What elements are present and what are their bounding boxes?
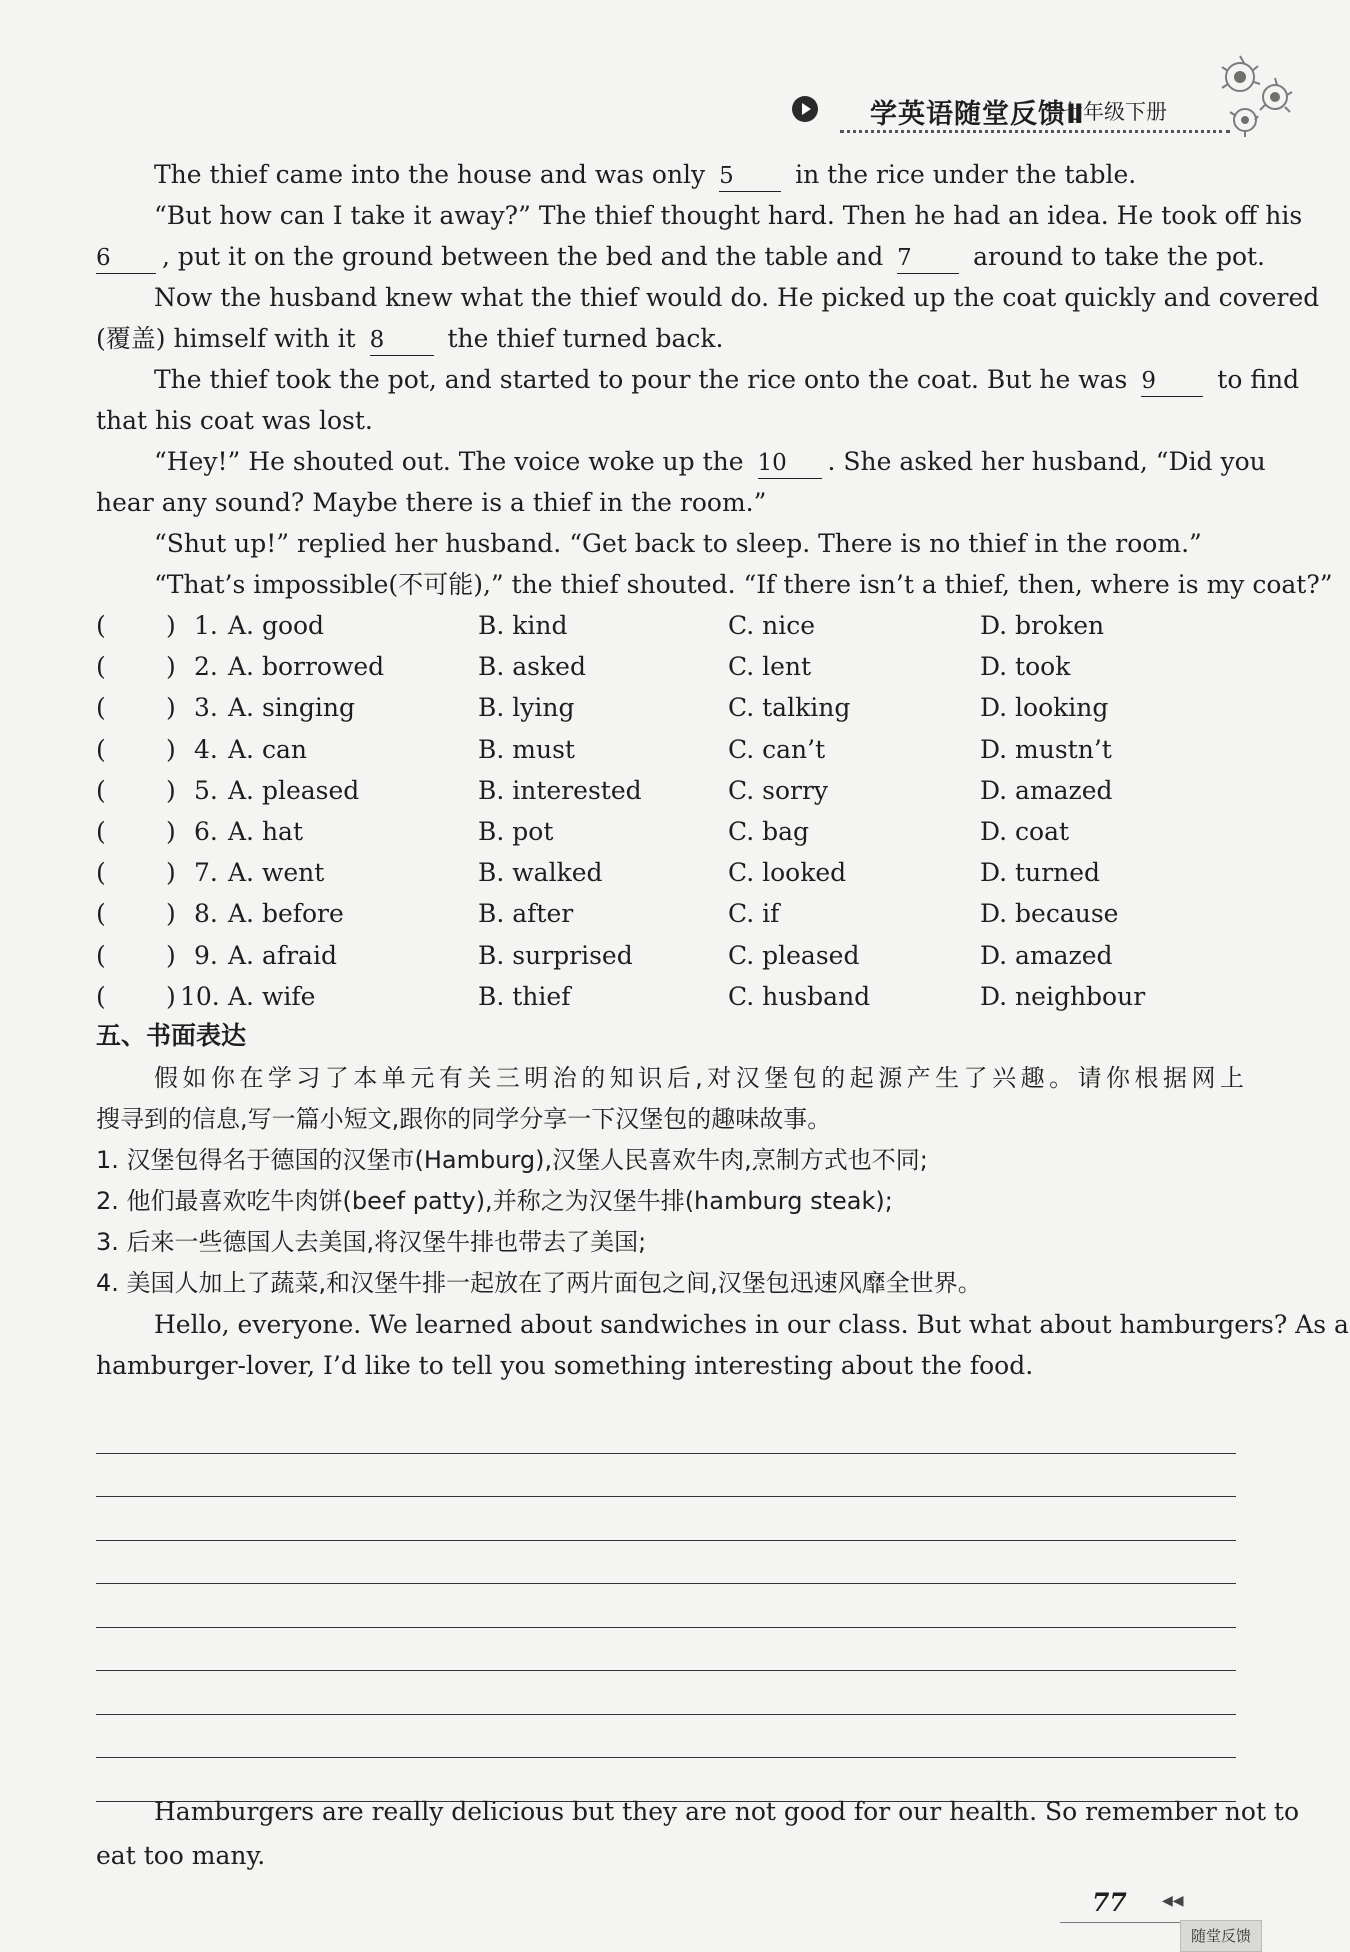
answer-paren-close: ) — [166, 858, 176, 888]
page-header — [790, 88, 1250, 134]
closing-line: Hamburgers are really delicious but they are not good for our health. So remember not to — [154, 1797, 1300, 1826]
essay-opening: Hello, everyone. We learned about sandwiches in our class. But what about hamburgers? As a — [154, 1310, 1349, 1339]
answer-paren-close: ) — [166, 734, 176, 764]
passage-line: “Shut up!” replied her husband. “Get back to sleep. There is no thief in the room.” — [154, 529, 1202, 558]
option-d[interactable]: D. amazed — [980, 775, 1113, 805]
writing-line[interactable] — [96, 1715, 1236, 1759]
answer-paren-close: ) — [166, 693, 176, 723]
answer-paren-open[interactable]: ( — [96, 775, 106, 805]
question-row — [96, 729, 1256, 770]
answer-blank-9[interactable]: 9 — [1141, 366, 1203, 397]
option-d[interactable]: D. mustn’t — [980, 734, 1112, 764]
answer-paren-open[interactable]: ( — [96, 611, 106, 640]
question-number: 9. — [194, 940, 218, 970]
option-c[interactable]: C. looked — [728, 858, 847, 888]
option-c[interactable]: C. lent — [728, 652, 812, 682]
passage-text: in the rice under the table. — [795, 160, 1137, 189]
question-number: 10. — [180, 981, 220, 1011]
question-number: 6. — [194, 816, 218, 846]
prompt-point: 3. 后来一些德国人去美国,将汉堡牛排也带去了美国; — [96, 1228, 647, 1256]
essay-closing — [96, 1790, 1300, 1878]
question-row — [96, 687, 1256, 728]
option-b[interactable]: B. walked — [478, 858, 603, 888]
question-row — [96, 935, 1256, 976]
passage-text: to find — [1217, 365, 1300, 394]
question-number: 4. — [194, 734, 218, 764]
option-a[interactable]: A. pleased — [228, 775, 360, 805]
option-b[interactable]: B. after — [478, 899, 574, 929]
passage-line — [96, 236, 1265, 277]
writing-line[interactable] — [96, 1584, 1236, 1628]
option-b[interactable]: B. surprised — [478, 940, 633, 970]
passage-text: around to take the pot. — [973, 242, 1265, 271]
option-b[interactable]: B. pot — [478, 816, 554, 846]
passage-text: (覆盖) himself with it — [96, 324, 356, 353]
question-row — [96, 646, 1256, 687]
essay-opening: hamburger-lover, I’d like to tell you something interesting about the food. — [96, 1351, 1034, 1380]
writing-line[interactable] — [96, 1497, 1236, 1541]
answer-paren-open[interactable]: ( — [96, 693, 106, 723]
answer-paren-close: ) — [166, 775, 176, 805]
option-a[interactable]: A. before — [228, 899, 344, 929]
option-d[interactable]: D. neighbour — [980, 981, 1146, 1011]
question-number: 7. — [194, 858, 218, 888]
question-row — [96, 893, 1256, 934]
question-number: 2. — [194, 652, 218, 682]
option-b[interactable]: B. must — [478, 734, 575, 764]
answer-blank-7[interactable]: 7 — [897, 243, 959, 274]
option-b[interactable]: B. kind — [478, 611, 568, 640]
passage-line — [96, 154, 1244, 195]
page-tab: 随堂反馈 — [1180, 1920, 1262, 1952]
passage-text: The thief took the pot, and started to pour the rice onto the coat. But he was — [154, 365, 1128, 394]
option-d[interactable]: D. amazed — [980, 940, 1113, 970]
option-b[interactable]: B. lying — [478, 693, 575, 723]
passage-text: “Hey!” He shouted out. The voice woke up the — [154, 447, 744, 476]
answer-paren-close: ) — [166, 981, 176, 1011]
option-d[interactable]: D. looking — [980, 693, 1109, 723]
question-row — [96, 770, 1256, 811]
play-icon — [792, 96, 818, 122]
option-c[interactable]: C. pleased — [728, 940, 860, 970]
option-b[interactable]: B. thief — [478, 981, 571, 1011]
sunflower-decoration-icon — [1200, 42, 1310, 152]
answer-paren-open[interactable]: ( — [96, 981, 106, 1011]
passage-line: that his coat was lost. — [96, 406, 373, 435]
answer-paren-open[interactable]: ( — [96, 899, 106, 929]
passage-text: , put it on the ground between the bed and the table and — [162, 242, 884, 271]
option-d[interactable]: D. took — [980, 652, 1071, 682]
answer-options — [96, 605, 1256, 1017]
option-a[interactable]: A. borrowed — [228, 652, 385, 682]
option-d[interactable]: D. turned — [980, 858, 1101, 888]
page-number: 77 — [1092, 1888, 1127, 1917]
answer-blank-5[interactable]: 5 — [719, 161, 781, 192]
question-number: 3. — [194, 693, 218, 723]
option-a[interactable]: A. went — [228, 858, 325, 888]
question-row — [96, 605, 1256, 646]
question-row — [96, 976, 1256, 1017]
option-c[interactable]: C. bag — [728, 816, 810, 846]
book-title: 学英语随堂反馈Ⅱ — [870, 99, 1085, 130]
section-heading: 五、书面表达 — [96, 1021, 247, 1050]
answer-paren-open[interactable]: ( — [96, 940, 106, 970]
passage-line: “That’s impossible(不可能),” the thief shouted. “If there isn’t a thief, then, where is my coat?” — [154, 570, 1333, 599]
prompt-line: 假如你在学习了本单元有关三明治的知识后,对汉堡包的起源产生了兴趣。请你根据网上 — [154, 1064, 1244, 1092]
passage-text: the thief turned back. — [447, 324, 724, 353]
double-arrow-left-icon: ◀◀ — [1162, 1893, 1184, 1909]
prompt-point: 1. 汉堡包得名于德国的汉堡市(Hamburg),汉堡人民喜欢牛肉,烹制方式也不同; — [96, 1146, 928, 1174]
writing-line[interactable] — [96, 1541, 1236, 1585]
option-a[interactable]: A. can — [228, 734, 307, 764]
answer-blank-10[interactable]: 10 — [758, 448, 822, 479]
header-divider — [840, 130, 1230, 133]
option-b[interactable]: B. asked — [478, 652, 586, 682]
answer-blank-6[interactable]: 6 — [96, 243, 156, 274]
passage-line — [96, 318, 1244, 359]
option-a[interactable]: A. afraid — [228, 940, 337, 970]
writing-line[interactable] — [96, 1410, 1236, 1454]
passage-line: “But how can I take it away?” The thief thought hard. Then he had an idea. He took off his — [154, 201, 1303, 230]
passage-line — [96, 441, 1266, 482]
answer-paren-open[interactable]: ( — [96, 652, 106, 682]
option-b[interactable]: B. interested — [478, 775, 642, 805]
writing-area[interactable] — [96, 1410, 1236, 1802]
answer-paren-close: ) — [166, 899, 176, 929]
answer-paren-close: ) — [166, 611, 176, 640]
option-c[interactable]: C. nice — [728, 611, 816, 640]
prompt-point: 2. 他们最喜欢吃牛肉饼(beef patty),并称之为汉堡牛排(hamburg steak); — [96, 1187, 893, 1215]
answer-paren-close: ) — [166, 816, 176, 846]
writing-line[interactable] — [96, 1628, 1236, 1672]
cloze-passage — [96, 154, 1333, 605]
prompt-line: 搜寻到的信息,写一篇小短文,跟你的同学分享一下汉堡包的趣味故事。 — [96, 1105, 832, 1133]
option-c[interactable]: C. can’t — [728, 734, 826, 764]
writing-line[interactable] — [96, 1454, 1236, 1498]
option-c[interactable]: C. if — [728, 899, 780, 929]
answer-blank-8[interactable]: 8 — [370, 325, 434, 356]
writing-prompt — [96, 1058, 1349, 1386]
grade-label: 七年级下册 — [1062, 100, 1167, 124]
answer-paren-open[interactable]: ( — [96, 858, 106, 888]
option-c[interactable]: C. husband — [728, 981, 871, 1011]
option-c[interactable]: C. talking — [728, 693, 851, 723]
option-a[interactable]: A. good — [228, 611, 325, 640]
question-number: 8. — [194, 899, 218, 929]
passage-text: The thief came into the house and was only — [154, 160, 706, 189]
writing-line[interactable] — [96, 1671, 1236, 1715]
option-d[interactable]: D. broken — [980, 611, 1105, 640]
option-c[interactable]: C. sorry — [728, 775, 829, 805]
question-number: 5. — [194, 775, 218, 805]
option-d[interactable]: D. coat — [980, 816, 1070, 846]
answer-paren-open[interactable]: ( — [96, 816, 106, 846]
option-a[interactable]: A. singing — [228, 693, 355, 723]
page-number-rule — [1060, 1922, 1190, 1923]
question-row — [96, 811, 1256, 852]
question-number: 1. — [194, 611, 218, 640]
answer-paren-open[interactable]: ( — [96, 734, 106, 764]
prompt-point: 4. 美国人加上了蔬菜,和汉堡牛排一起放在了两片面包之间,汉堡包迅速风靡全世界。 — [96, 1269, 982, 1297]
answer-paren-close: ) — [166, 940, 176, 970]
option-a[interactable]: A. hat — [228, 816, 303, 846]
answer-paren-close: ) — [166, 652, 176, 682]
option-d[interactable]: D. because — [980, 899, 1119, 929]
closing-line: eat too many. — [96, 1841, 266, 1870]
question-row — [96, 852, 1256, 893]
passage-line — [96, 359, 1300, 400]
passage-text: . She asked her husband, “Did you — [827, 447, 1266, 476]
option-a[interactable]: A. wife — [228, 981, 316, 1011]
passage-line: Now the husband knew what the thief would do. He picked up the coat quickly and covered — [154, 283, 1320, 312]
passage-line: hear any sound? Maybe there is a thief in the room.” — [96, 488, 767, 517]
